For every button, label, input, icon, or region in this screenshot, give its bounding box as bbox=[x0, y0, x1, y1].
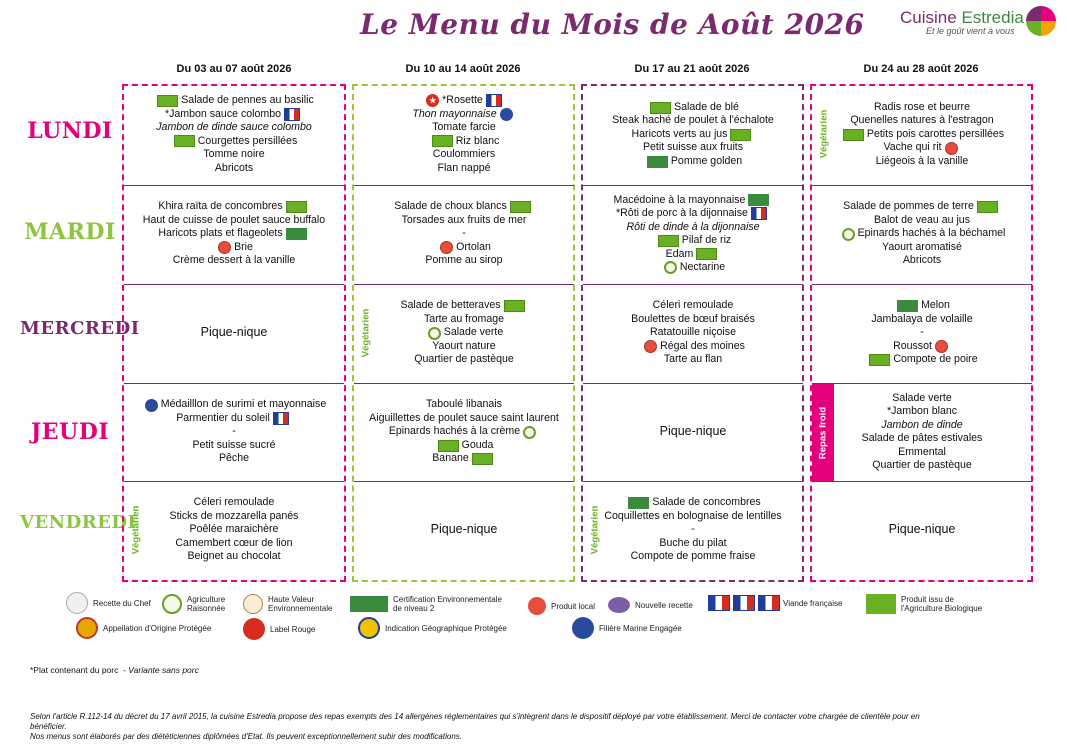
menu-cell-w3-d3 bbox=[583, 284, 803, 381]
menu-item: Rôti de dinde à la dijonnaise bbox=[626, 220, 760, 233]
menu-item: Pilaf de riz bbox=[655, 234, 731, 248]
legend-nouvelle: Nouvelle recette bbox=[608, 597, 693, 613]
label-rouge-icon: ★ bbox=[426, 94, 439, 107]
week-column-4 bbox=[810, 84, 1033, 582]
picnic-label: Pique-nique bbox=[200, 325, 268, 340]
filiere-marine-icon bbox=[145, 399, 158, 412]
chef-hat-icon bbox=[66, 592, 88, 614]
menu-item: Salade de pennes au basilic bbox=[154, 94, 314, 108]
vegetarian-tag: Végétarien bbox=[360, 308, 372, 358]
menu-item: Thon mayonnaise bbox=[412, 108, 515, 122]
picnic-label: Pique-nique bbox=[659, 424, 727, 439]
menu-cell-w3-d2 bbox=[583, 185, 803, 282]
brand-name-part1: Cuisine bbox=[900, 8, 957, 27]
menu-item: Médailllon de surimi et mayonnaise bbox=[142, 398, 326, 412]
menu-item: Beignet au chocolat bbox=[187, 550, 281, 563]
menu-item: Petits pois carottes persillées bbox=[840, 128, 1004, 142]
menu-item: Tarte au flan bbox=[663, 353, 723, 366]
menu-cell-w1-d4 bbox=[124, 383, 344, 480]
menu-item: Salade verte bbox=[892, 391, 952, 404]
menu-item: Banane bbox=[432, 452, 496, 466]
menu-item: - bbox=[691, 523, 695, 536]
menu-item: Quartier de pastèque bbox=[414, 353, 514, 366]
legend-aop: Appellation d'Origine Protégée bbox=[76, 617, 211, 639]
bio-leaf-icon bbox=[504, 300, 525, 312]
legend-hve: Haute Valeur Environnementale bbox=[243, 594, 332, 614]
menu-item: Céleri remoulade bbox=[652, 299, 734, 312]
agriculture-raisonnee-icon bbox=[428, 327, 441, 340]
agriculture-raisonnee-icon bbox=[162, 594, 182, 614]
legend-viande-francaise: Viande française bbox=[708, 595, 842, 611]
menu-cell-w2-d4 bbox=[354, 383, 574, 480]
cold-meal-tag: Repas froid bbox=[812, 384, 834, 481]
igp-icon bbox=[358, 617, 380, 639]
menu-cell-w3-d4 bbox=[583, 383, 803, 480]
viande-francaise-icon bbox=[284, 108, 300, 121]
menu-item: Khira raïta de concombres bbox=[158, 200, 309, 214]
local-product-icon bbox=[440, 241, 453, 254]
viande-francaise-icon bbox=[486, 94, 502, 107]
bio-leaf-icon bbox=[650, 102, 671, 114]
menu-item: Céleri remoulade bbox=[193, 496, 275, 509]
hve-icon bbox=[647, 156, 668, 168]
menu-item: Liégeois à la vanille bbox=[875, 154, 969, 167]
menu-item: Jambon de dinde bbox=[881, 418, 963, 431]
local-product-icon bbox=[528, 597, 546, 615]
menu-item: Salade de pommes de terre bbox=[843, 200, 1001, 214]
menu-cell-w3-d5 bbox=[583, 481, 803, 578]
menu-item: Compote de poire bbox=[866, 353, 977, 367]
menu-item: Balot de veau au jus bbox=[873, 213, 970, 226]
menu-item: Taboulé libanais bbox=[426, 398, 502, 411]
local-product-icon bbox=[935, 340, 948, 353]
picnic-label: Pique-nique bbox=[888, 522, 956, 537]
menu-item: Tomme noire bbox=[203, 148, 265, 160]
brand-name-part2: Estredia bbox=[961, 8, 1024, 27]
hve-icon bbox=[897, 300, 918, 312]
agriculture-raisonnee-icon bbox=[523, 426, 536, 439]
legend-chef: Recette du Chef bbox=[66, 592, 151, 614]
menu-item: Sticks de mozzarella panés bbox=[169, 509, 299, 522]
menu-item: Salade de blé bbox=[647, 101, 739, 115]
menu-item: Pomme au sirop bbox=[425, 254, 503, 267]
filiere-marine-icon bbox=[500, 108, 513, 121]
week-header-4: Du 24 au 28 août 2026 bbox=[863, 63, 979, 75]
menu-cell-w4-d1 bbox=[812, 86, 1032, 183]
legend-local: Produit local bbox=[528, 597, 595, 615]
menu-item: Roussot bbox=[893, 340, 951, 354]
vegetarian-tag: Végétarien bbox=[130, 505, 142, 555]
bio-leaf-icon bbox=[286, 201, 307, 213]
vegetarian-tag: Végétarien bbox=[818, 109, 830, 159]
menu-item: Buche du pilat bbox=[659, 536, 727, 549]
legend-label-rouge: Label Rouge bbox=[243, 618, 315, 640]
menu-item: Coquillettes en bolognaise de lentilles bbox=[604, 509, 782, 522]
menu-item: Parmentier du soleil bbox=[176, 412, 292, 426]
menu-cell-w4-d3 bbox=[812, 284, 1032, 381]
bio-leaf-icon bbox=[730, 129, 751, 141]
menu-item: Epinards hachés à la béchamel bbox=[839, 227, 1006, 241]
menu-cell-w2-d2 bbox=[354, 185, 574, 282]
day-label-mercredi: MERCREDI bbox=[20, 318, 140, 339]
volaille-francaise-icon bbox=[733, 595, 755, 611]
menu-item: *Rôti de porc à la dijonnaise bbox=[616, 207, 770, 221]
menu-item: Salade de betteraves bbox=[400, 299, 527, 313]
legend-certification: Certification Environnementale de niveau 2 bbox=[350, 595, 502, 613]
menu-item: Jambon de dinde sauce colombo bbox=[156, 121, 312, 133]
week-header-2: Du 10 au 14 août 2026 bbox=[405, 63, 521, 75]
viande-francaise-icon bbox=[751, 207, 767, 220]
menu-item: Salade de pâtes estivales bbox=[861, 432, 983, 444]
menu-item: Pêche bbox=[218, 452, 250, 465]
legend-bio: Produit issu de l'Agriculture Biologique bbox=[866, 594, 982, 614]
porc-francais-icon bbox=[758, 595, 780, 611]
menu-item: Brie bbox=[215, 241, 253, 255]
menu-item: Salade verte bbox=[425, 326, 503, 340]
agriculture-raisonnee-icon bbox=[842, 228, 855, 241]
hve-icon bbox=[243, 594, 263, 614]
menu-item: Haricots verts au jus bbox=[632, 128, 755, 142]
menu-item: Régal des moines bbox=[641, 340, 745, 354]
filiere-marine-icon bbox=[572, 617, 594, 639]
legend-igp: Indication Géographique Protégée bbox=[358, 617, 507, 639]
menu-item: Abricots bbox=[214, 161, 254, 174]
menu-item: Torsades aux fruits de mer bbox=[401, 213, 527, 226]
menu-item: Ratatouille niçoise bbox=[650, 326, 736, 339]
menu-item: - bbox=[232, 425, 236, 438]
menu-cell-w4-d2 bbox=[812, 185, 1032, 282]
local-product-icon bbox=[218, 241, 231, 254]
bio-leaf-icon bbox=[174, 135, 195, 147]
bio-leaf-icon bbox=[977, 201, 998, 213]
vegetarian-tag: Végétarien bbox=[589, 505, 601, 555]
menu-item: Camembert cœur de lion bbox=[175, 536, 293, 549]
menu-cell-w1-d3 bbox=[124, 284, 344, 381]
legend-marine: Filière Marine Engagée bbox=[572, 617, 682, 639]
menu-item: Emmental bbox=[898, 445, 946, 458]
aop-icon bbox=[76, 617, 98, 639]
menu-item: Gouda bbox=[435, 439, 494, 453]
bio-leaf-icon bbox=[866, 594, 896, 614]
menu-item: - bbox=[462, 227, 466, 240]
legend-raisonnee: Agriculture Raisonnée bbox=[162, 594, 225, 614]
menu-item: Macédoine à la mayonnaise bbox=[614, 194, 773, 208]
bio-leaf-icon bbox=[432, 135, 453, 147]
menu-item: Abricots bbox=[902, 254, 942, 267]
bio-leaf-icon bbox=[869, 354, 890, 366]
menu-item: Courgettes persillées bbox=[171, 135, 298, 149]
menu-item: Petit suisse sucré bbox=[192, 438, 276, 451]
menu-item: Compote de pomme fraise bbox=[630, 550, 756, 563]
day-label-jeudi: JEUDI bbox=[30, 419, 110, 445]
day-label-mardi: MARDI bbox=[24, 219, 116, 245]
menu-cell-w4-d4 bbox=[812, 383, 1032, 480]
menu-item: Jambalaya de volaille bbox=[871, 312, 973, 325]
menu-item: Flan nappé bbox=[437, 161, 491, 174]
menu-item: Petit suisse aux fruits bbox=[642, 141, 744, 154]
brand-logo-icon bbox=[1026, 6, 1056, 36]
menu-item: Riz blanc bbox=[429, 135, 500, 149]
hve-icon bbox=[628, 497, 649, 509]
viande-francaise-icon bbox=[708, 595, 730, 611]
day-label-lundi: LUNDI bbox=[27, 118, 113, 144]
label-rouge-icon bbox=[243, 618, 265, 640]
brand-tagline: Et le goût vient à vous bbox=[926, 26, 1015, 36]
week-header-3: Du 17 au 21 août 2026 bbox=[634, 63, 750, 75]
agriculture-raisonnee-icon bbox=[664, 261, 677, 274]
day-label-vendredi: VENDREDI bbox=[20, 512, 137, 533]
menu-item: Salade de choux blancs bbox=[394, 200, 534, 214]
certification-niveau2-icon bbox=[350, 596, 388, 612]
menu-cell-w2-d5 bbox=[354, 481, 574, 578]
menu-item: Salade de concombres bbox=[625, 496, 760, 510]
viande-francaise-icon bbox=[273, 412, 289, 425]
menu-item: Yaourt nature bbox=[432, 339, 496, 352]
bio-leaf-icon bbox=[658, 235, 679, 247]
week-column-3 bbox=[581, 84, 804, 582]
menu-item: *Jambon sauce colombo bbox=[165, 108, 303, 122]
week-column-2 bbox=[352, 84, 575, 582]
menu-item: - bbox=[920, 326, 924, 339]
menu-item: Crème dessert à la vanille bbox=[172, 254, 296, 267]
page-title: Le Menu du Mois de Août 2026 bbox=[360, 8, 865, 41]
menu-item: Tomate farcie bbox=[432, 121, 496, 133]
bio-leaf-icon bbox=[157, 95, 178, 107]
week-header-1: Du 03 au 07 août 2026 bbox=[176, 63, 292, 75]
menu-cell-w4-d5 bbox=[812, 481, 1032, 578]
menu-item: Haricots plats et flageolets bbox=[158, 227, 309, 241]
pork-note: *Plat contenant du porc - Variante sans porc bbox=[30, 665, 199, 675]
menu-item: Quenelles natures à l'estragon bbox=[850, 114, 994, 127]
menu-cell-w2-d3 bbox=[354, 284, 574, 381]
menu-item: Quartier de pastèque bbox=[872, 459, 972, 471]
week-column-1 bbox=[122, 84, 346, 582]
menu-item: Pomme golden bbox=[644, 155, 742, 169]
menu-cell-w1-d5 bbox=[124, 481, 344, 578]
menu-item: Edam bbox=[666, 248, 721, 262]
picnic-label: Pique-nique bbox=[430, 522, 498, 537]
menu-cell-w3-d1 bbox=[583, 86, 803, 183]
brand-logo bbox=[900, 8, 1060, 36]
footer-allergens: Selon l'article R.112-14 du décret du 17 avril 2015, la cuisine Estredia propose des repas exempts des 14 allergènes réglementaires qui s'intègrent dans le dispositif déployé par votre établissement. Merci de contacter votre chargée de clientèle pour en bénéficier. Nos menus sont élaborés par des diététiciennes diplômées d'Etat. Ils peuvent exceptionnellement subir des modifications. bbox=[30, 712, 920, 741]
bio-leaf-icon bbox=[696, 248, 717, 260]
menu-item: Boulettes de bœuf braisés bbox=[631, 312, 755, 325]
bio-leaf-icon bbox=[472, 453, 493, 465]
local-product-icon bbox=[945, 142, 958, 155]
menu-item: Steak haché de poulet à l'échalote bbox=[612, 114, 774, 127]
hve-icon bbox=[748, 194, 769, 206]
menu-item: Nectarine bbox=[661, 261, 725, 275]
new-recipe-icon bbox=[608, 597, 630, 613]
menu-item: Melon bbox=[894, 299, 950, 313]
menu-item: Radis rose et beurre bbox=[874, 100, 970, 113]
menu-cell-w1-d2 bbox=[124, 185, 344, 282]
bio-leaf-icon bbox=[438, 440, 459, 452]
menu-item: Tarte au fromage bbox=[423, 312, 505, 325]
menu-item: *Jambon blanc bbox=[886, 405, 958, 417]
menu-cell-w1-d1 bbox=[124, 86, 344, 183]
bio-leaf-icon bbox=[843, 129, 864, 141]
menu-item: Haut de cuisse de poulet sauce buffalo bbox=[142, 213, 326, 226]
menu-item: Vache qui rit bbox=[883, 141, 960, 155]
menu-item: ★ *Rosette bbox=[423, 94, 505, 108]
menu-item: Epinards hachés à la crème bbox=[389, 425, 539, 439]
hve-icon bbox=[286, 228, 307, 240]
menu-item: Poêlée maraichère bbox=[189, 523, 279, 536]
bio-leaf-icon bbox=[510, 201, 531, 213]
menu-cell-w2-d1 bbox=[354, 86, 574, 183]
menu-item: Ortolan bbox=[437, 241, 491, 255]
local-product-icon bbox=[644, 340, 657, 353]
menu-item: Yaourt aromatisé bbox=[882, 240, 962, 253]
menu-item: Coulommiers bbox=[432, 148, 496, 160]
menu-item: Aiguillettes de poulet sauce saint laurent bbox=[369, 411, 559, 424]
